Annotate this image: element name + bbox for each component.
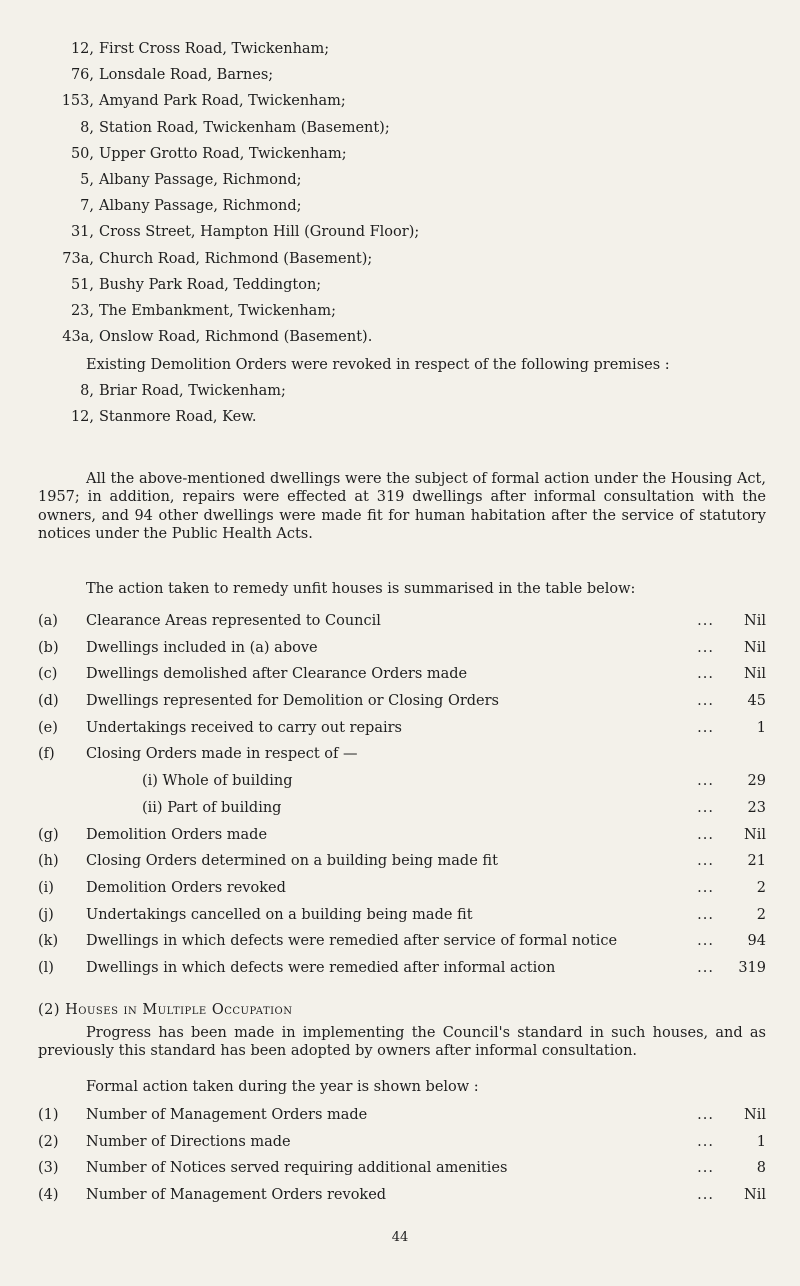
row-label: Clearance Areas represented to Council	[86, 613, 381, 629]
address-line	[56, 246, 756, 272]
address-text: Church Road, Richmond (Basement);	[99, 250, 373, 267]
address-text: Amyand Park Road, Twickenham;	[99, 93, 346, 110]
table-row	[38, 928, 766, 955]
row-key: (l)	[38, 959, 54, 976]
row-key: (e)	[38, 719, 58, 736]
row-label: Number of Management Orders revoked	[86, 1187, 387, 1204]
page-number: 44	[391, 1230, 409, 1245]
row-key: (3)	[38, 1160, 59, 1177]
address-line	[56, 404, 756, 430]
address-line	[56, 272, 756, 298]
address-number: 76,	[70, 67, 94, 84]
address-number: 73a,	[62, 250, 94, 267]
dot-leader: ...	[697, 853, 714, 870]
row-key: (k)	[38, 933, 59, 950]
dot-leader: ...	[697, 613, 714, 629]
table-row	[38, 741, 766, 768]
multiple-occupation-table	[38, 1102, 766, 1209]
row-label: Dwellings in which defects were remedied after informal action	[86, 959, 556, 976]
table-row	[38, 1155, 766, 1182]
address-number: 50,	[70, 145, 94, 162]
row-key: (2)	[38, 1133, 59, 1150]
row-value: 45	[747, 693, 766, 710]
row-key: (c)	[38, 666, 58, 683]
row-label: (ii) Part of building	[142, 799, 282, 816]
dot-leader: ...	[697, 1187, 714, 1204]
row-label: Undertakings received to carry out repairs	[86, 719, 402, 736]
address-text: Stanmore Road, Kew.	[99, 409, 257, 426]
row-label: Demolition Orders revoked	[86, 879, 286, 896]
address-line	[56, 219, 756, 245]
dot-leader: ...	[697, 773, 714, 790]
address-line	[56, 115, 756, 141]
revoked-intro: Existing Demolition Orders were revoked in respect of the following premises :	[86, 357, 670, 373]
address-number: 23,	[70, 302, 94, 319]
address-text: Lonsdale Road, Barnes;	[99, 67, 274, 84]
table-row	[38, 875, 766, 902]
table-row	[38, 902, 766, 929]
dot-leader: ...	[697, 879, 714, 896]
address-text: Albany Passage, Richmond;	[99, 198, 302, 215]
row-value: 2	[756, 906, 766, 923]
demolition-address-list	[56, 36, 756, 350]
address-line	[56, 378, 756, 404]
row-key: (j)	[38, 906, 54, 923]
address-number: 7,	[80, 198, 94, 215]
dot-leader: ...	[697, 959, 714, 976]
dot-leader: ...	[697, 1133, 714, 1150]
row-value: Nil	[744, 1187, 766, 1204]
paragraph-formal-action-year: Formal action taken during the year is shown below :	[86, 1079, 479, 1095]
section-heading: (2) Houses in Multiple Occupation	[38, 1002, 293, 1018]
table-row	[38, 822, 766, 849]
address-text: Briar Road, Twickenham;	[99, 383, 286, 399]
unfit-houses-table	[38, 608, 766, 982]
address-line	[56, 62, 756, 88]
address-number: 8,	[80, 383, 94, 399]
row-key: (4)	[38, 1187, 59, 1204]
row-label: Closing Orders determined on a building being made fit	[86, 853, 498, 870]
row-value: 29	[747, 773, 766, 790]
dot-leader: ...	[697, 1107, 714, 1123]
table-row	[38, 1182, 766, 1209]
dot-leader: ...	[697, 1160, 714, 1177]
address-text: First Cross Road, Twickenham;	[99, 41, 330, 57]
row-label: (i) Whole of building	[142, 773, 293, 790]
address-text: Albany Passage, Richmond;	[99, 171, 302, 188]
paragraph-formal-action: All the above-mentioned dwellings were the subject of formal action under the Housing Act, 1957; in addition, repairs were effected at 319 dwellings after informal consultation with the owners, and 94 other dwellings were made fit for human habitation after the service of statutory notices under the Public Health Acts.	[38, 471, 766, 543]
row-value: Nil	[744, 1107, 766, 1123]
row-value: 1	[756, 1133, 766, 1150]
address-text: The Embankment, Twickenham;	[99, 302, 336, 319]
address-line	[56, 193, 756, 219]
address-number: 31,	[70, 224, 94, 241]
paragraph-progress: Progress has been made in implementing the Council's standard in such houses, and as previously this standard has been adopted by owners after informal consultation.	[38, 1025, 766, 1060]
row-key: (i)	[38, 879, 54, 896]
row-key: (b)	[38, 639, 59, 656]
address-number: 43a,	[62, 329, 94, 346]
address-number: 12,	[70, 41, 94, 57]
row-label: Dwellings demolished after Clearance Orders made	[86, 666, 468, 683]
dot-leader: ...	[697, 826, 714, 843]
address-line	[56, 36, 756, 62]
row-key: (d)	[38, 693, 59, 710]
table-row	[38, 768, 766, 795]
paragraph-table-intro: The action taken to remedy unfit houses is summarised in the table below:	[86, 581, 636, 597]
address-text: Onslow Road, Richmond (Basement).	[99, 329, 373, 346]
table-row	[38, 1129, 766, 1156]
row-label: Dwellings in which defects were remedied after service of formal notice	[86, 933, 618, 950]
row-value: 8	[756, 1160, 766, 1177]
table-row	[38, 688, 766, 715]
address-text: Cross Street, Hampton Hill (Ground Floor);	[99, 224, 420, 241]
dot-leader: ...	[697, 693, 714, 710]
row-value: Nil	[744, 613, 766, 629]
row-label: Demolition Orders made	[86, 826, 268, 843]
row-label: Dwellings included in (a) above	[86, 639, 318, 656]
row-value: 319	[738, 959, 766, 976]
row-value: 23	[747, 799, 766, 816]
table-row	[38, 635, 766, 662]
row-label: Number of Notices served requiring additional amenities	[86, 1160, 508, 1177]
address-line	[56, 88, 756, 114]
row-value: Nil	[744, 639, 766, 656]
address-text: Station Road, Twickenham (Basement);	[99, 119, 390, 136]
address-number: 5,	[80, 171, 94, 188]
address-line	[56, 324, 756, 350]
row-key: (g)	[38, 826, 59, 843]
table-row	[38, 715, 766, 742]
row-label: Number of Directions made	[86, 1133, 291, 1150]
row-value: Nil	[744, 826, 766, 843]
row-key: (a)	[38, 613, 58, 629]
row-value: 21	[747, 853, 766, 870]
dot-leader: ...	[697, 799, 714, 816]
dot-leader: ...	[697, 933, 714, 950]
table-row	[38, 661, 766, 688]
table-row	[38, 1102, 766, 1129]
dot-leader: ...	[697, 666, 714, 683]
table-row	[38, 795, 766, 822]
row-label: Closing Orders made in respect of —	[86, 746, 358, 763]
address-text: Upper Grotto Road, Twickenham;	[99, 145, 347, 162]
row-value: 2	[756, 879, 766, 896]
row-label: Dwellings represented for Demolition or Closing Orders	[86, 693, 500, 710]
address-number: 12,	[70, 409, 94, 426]
row-key: (h)	[38, 853, 59, 870]
address-number: 51,	[70, 276, 94, 293]
table-row	[38, 848, 766, 875]
address-line	[56, 141, 756, 167]
revoked-address-list	[56, 378, 756, 430]
row-key: (1)	[38, 1107, 59, 1123]
dot-leader: ...	[697, 906, 714, 923]
row-key: (f)	[38, 746, 55, 763]
row-value: 1	[756, 719, 766, 736]
row-label: Number of Management Orders made	[86, 1107, 368, 1123]
table-row	[38, 955, 766, 982]
row-label: Undertakings cancelled on a building being made fit	[86, 906, 473, 923]
dot-leader: ...	[697, 719, 714, 736]
table-row	[38, 608, 766, 635]
address-number: 8,	[80, 119, 94, 136]
address-text: Bushy Park Road, Teddington;	[99, 276, 322, 293]
row-value: 94	[747, 933, 766, 950]
address-line	[56, 298, 756, 324]
address-line	[56, 167, 756, 193]
dot-leader: ...	[697, 639, 714, 656]
address-number: 153,	[61, 93, 94, 110]
row-value: Nil	[744, 666, 766, 683]
